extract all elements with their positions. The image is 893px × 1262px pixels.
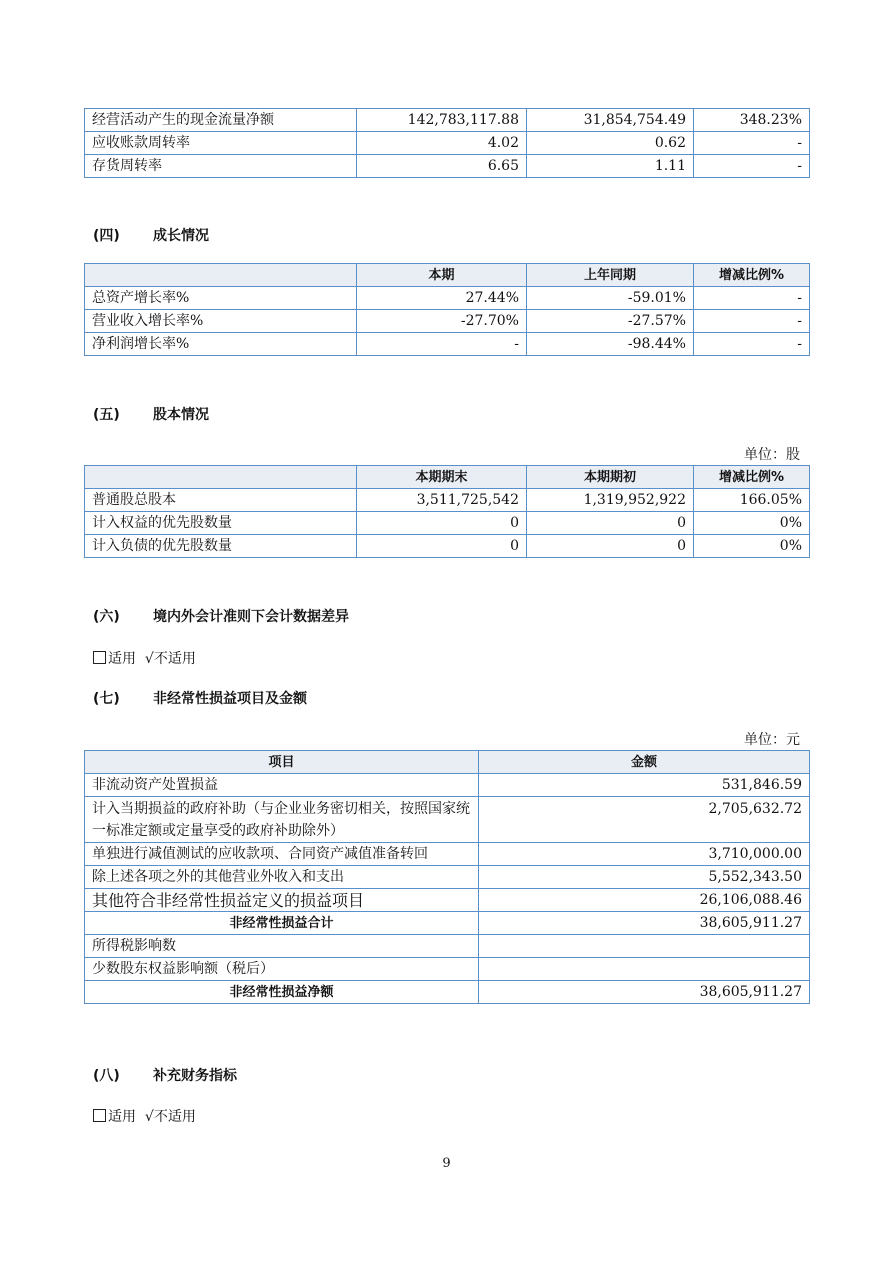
amount-value: 531,846.59 [479, 774, 810, 797]
change-value: 348.23% [694, 109, 810, 132]
table-row [85, 287, 810, 310]
amount-value [479, 958, 810, 981]
table-row [85, 333, 810, 356]
page-number: 9 [442, 1156, 451, 1171]
amount-value: 3,710,000.00 [479, 843, 810, 866]
section-number: (八) [93, 1068, 120, 1084]
prior-value: -27.57% [527, 310, 694, 333]
row-label: 经营活动产生的现金流量净额 [85, 109, 357, 132]
section-number: (四) [93, 228, 120, 244]
table-row [85, 512, 810, 535]
header-amount: 金额 [479, 751, 810, 774]
header-item: 项目 [85, 751, 479, 774]
table-row [85, 935, 810, 958]
section-heading-supplementary [93, 1065, 237, 1085]
table-row [85, 774, 810, 797]
header-change: 增减比例% [694, 466, 810, 489]
change-value: 166.05% [694, 489, 810, 512]
table-row [85, 132, 810, 155]
subtotal-label: 非经常性损益合计 [85, 912, 479, 935]
check-mark-icon: √ [144, 1109, 154, 1125]
header-blank [85, 264, 357, 287]
prior-value: 1.11 [527, 155, 694, 178]
current-value: - [357, 333, 527, 356]
current-value: 3,511,725,542 [357, 489, 527, 512]
prior-value: 1,319,952,922 [527, 489, 694, 512]
item-label: 所得税影响数 [85, 935, 479, 958]
header-blank [85, 466, 357, 489]
amount-value: 5,552,343.50 [479, 866, 810, 889]
applicable-label: 适用 [108, 1109, 136, 1125]
table-row [85, 310, 810, 333]
table-row [85, 889, 810, 912]
prior-value: -98.44% [527, 333, 694, 356]
unit-label: 单位：元 [744, 732, 800, 748]
item-label: 除上述各项之外的其他营业外收入和支出 [85, 866, 479, 889]
row-label: 净利润增长率% [85, 333, 357, 356]
item-label: 其他符合非经常性损益定义的损益项目 [85, 889, 479, 912]
change-value: - [694, 155, 810, 178]
table-row [85, 843, 810, 866]
table-header-row [85, 751, 810, 774]
row-label: 存货周转率 [85, 155, 357, 178]
header-current: 本期 [357, 264, 527, 287]
section-title: 非经常性损益项目及金额 [153, 691, 307, 707]
section-heading-growth [93, 225, 209, 245]
prior-value: 31,854,754.49 [527, 109, 694, 132]
checkbox-icon [93, 651, 106, 664]
prior-value: -59.01% [527, 287, 694, 310]
current-value: 4.02 [357, 132, 527, 155]
unit-label: 单位：股 [744, 447, 800, 463]
section-number: (五) [93, 407, 120, 423]
header-period-end: 本期期末 [357, 466, 527, 489]
change-value: 0% [694, 535, 810, 558]
nonrecurring-table [84, 750, 810, 1004]
current-value: 0 [357, 535, 527, 558]
table-row [85, 155, 810, 178]
item-label: 非流动资产处置损益 [85, 774, 479, 797]
ratios-table [84, 108, 810, 178]
net-total-label: 非经常性损益净额 [85, 981, 479, 1004]
section-title: 境内外会计准则下会计数据差异 [153, 609, 349, 625]
subtotal-row [85, 912, 810, 935]
table-header-row [85, 264, 810, 287]
subtotal-amount: 38,605,911.27 [479, 912, 810, 935]
row-label: 计入负债的优先股数量 [85, 535, 357, 558]
prior-value: 0 [527, 535, 694, 558]
current-value: 6.65 [357, 155, 527, 178]
change-value: 0% [694, 512, 810, 535]
current-value: 142,783,117.88 [357, 109, 527, 132]
table-row [85, 489, 810, 512]
not-applicable-label: 不适用 [153, 1109, 196, 1125]
section-number: (六) [93, 609, 120, 625]
net-total-amount: 38,605,911.27 [479, 981, 810, 1004]
section-heading-accounting-diff [93, 606, 349, 626]
item-label: 计入当期损益的政府补助（与企业业务密切相关，按照国家统一标准定额或定量享受的政府补助除外） [85, 797, 479, 843]
checkbox-icon [93, 1109, 106, 1122]
change-value: - [694, 287, 810, 310]
header-prior: 上年同期 [527, 264, 694, 287]
section-title: 成长情况 [153, 228, 209, 244]
row-label: 计入权益的优先股数量 [85, 512, 357, 535]
applicable-label: 适用 [108, 651, 136, 667]
table-row [85, 109, 810, 132]
applicability-options [93, 648, 196, 668]
prior-value: 0.62 [527, 132, 694, 155]
change-value: - [694, 333, 810, 356]
net-total-row [85, 981, 810, 1004]
current-value: 27.44% [357, 287, 527, 310]
shares-table [84, 465, 810, 558]
section-title: 补充财务指标 [153, 1068, 237, 1084]
amount-value: 26,106,088.46 [479, 889, 810, 912]
not-applicable-label: 不适用 [153, 651, 196, 667]
table-header-row [85, 466, 810, 489]
current-value: -27.70% [357, 310, 527, 333]
row-label: 应收账款周转率 [85, 132, 357, 155]
header-change: 增减比例% [694, 264, 810, 287]
growth-table [84, 263, 810, 356]
amount-value [479, 935, 810, 958]
section-heading-nonrecurring [93, 688, 307, 708]
item-label: 单独进行减值测试的应收款项、合同资产减值准备转回 [85, 843, 479, 866]
applicability-options [93, 1106, 196, 1126]
item-label: 少数股东权益影响额（税后） [85, 958, 479, 981]
row-label: 普通股总股本 [85, 489, 357, 512]
row-label: 营业收入增长率% [85, 310, 357, 333]
amount-value: 2,705,632.72 [479, 797, 810, 843]
change-value: - [694, 310, 810, 333]
table-row [85, 797, 810, 843]
section-title: 股本情况 [153, 407, 209, 423]
change-value: - [694, 132, 810, 155]
row-label: 总资产增长率% [85, 287, 357, 310]
table-row [85, 535, 810, 558]
table-row [85, 958, 810, 981]
header-period-start: 本期期初 [527, 466, 694, 489]
check-mark-icon: √ [144, 651, 154, 667]
section-heading-shares [93, 404, 209, 424]
table-row [85, 866, 810, 889]
current-value: 0 [357, 512, 527, 535]
section-number: (七) [93, 691, 120, 707]
prior-value: 0 [527, 512, 694, 535]
